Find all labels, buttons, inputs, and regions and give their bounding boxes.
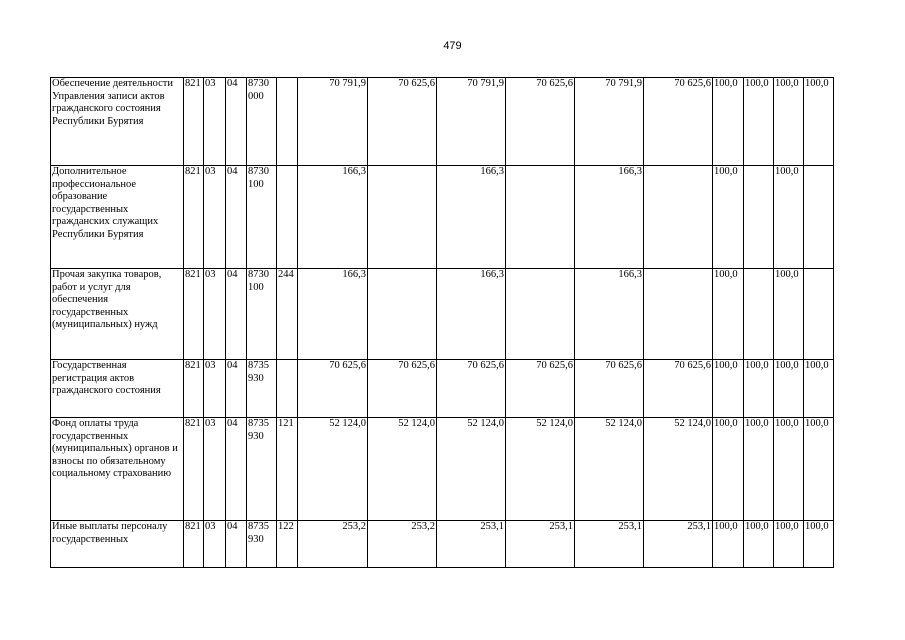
section-code: 03: [204, 521, 226, 568]
percent-3: 100,0: [774, 360, 804, 418]
amount-5: 166,3: [575, 269, 644, 360]
expense-type-code: [277, 78, 298, 166]
percent-2: [744, 269, 774, 360]
amount-3: 52 124,0: [437, 418, 506, 521]
percent-2: 100,0: [744, 78, 774, 166]
grbs-code: 821: [184, 360, 204, 418]
amount-2: [368, 166, 437, 269]
target-article-code: 8730 100: [247, 166, 277, 269]
amount-4: [506, 269, 575, 360]
amount-2: 253,2: [368, 521, 437, 568]
section-code: 03: [204, 269, 226, 360]
target-article-code: 8735 930: [247, 521, 277, 568]
amount-4: [506, 166, 575, 269]
percent-3: 100,0: [774, 78, 804, 166]
table-row: [51, 269, 834, 360]
amount-3: 166,3: [437, 166, 506, 269]
section-code: 03: [204, 166, 226, 269]
row-name: Фонд оплаты труда государственных (муниципальных) органов и взносы по обязательному социальному страхованию: [51, 418, 184, 521]
amount-1: 52 124,0: [298, 418, 368, 521]
amount-6: 253,1: [644, 521, 713, 568]
amount-1: 166,3: [298, 269, 368, 360]
amount-3: 253,1: [437, 521, 506, 568]
percent-4: 100,0: [804, 521, 834, 568]
percent-1: 100,0: [713, 78, 744, 166]
percent-2: 100,0: [744, 521, 774, 568]
expense-type-code: 121: [277, 418, 298, 521]
table-row: [51, 418, 834, 521]
amount-3: 166,3: [437, 269, 506, 360]
amount-6: 70 625,6: [644, 360, 713, 418]
section-code: 03: [204, 418, 226, 521]
table-row: [51, 78, 834, 166]
section-code: 03: [204, 360, 226, 418]
percent-4: 100,0: [804, 418, 834, 521]
percent-1: 100,0: [713, 418, 744, 521]
target-article-code: 8735 930: [247, 360, 277, 418]
percent-1: 100,0: [713, 269, 744, 360]
percent-3: 100,0: [774, 521, 804, 568]
percent-4: 100,0: [804, 78, 834, 166]
amount-3: 70 791,9: [437, 78, 506, 166]
target-article-code: 8735 930: [247, 418, 277, 521]
percent-3: 100,0: [774, 418, 804, 521]
expense-type-code: 244: [277, 269, 298, 360]
amount-1: 253,2: [298, 521, 368, 568]
target-article-code: 8730 100: [247, 269, 277, 360]
subsection-code: 04: [226, 78, 247, 166]
percent-4: [804, 166, 834, 269]
amount-4: 70 625,6: [506, 360, 575, 418]
grbs-code: 821: [184, 521, 204, 568]
target-article-code: 8730 000: [247, 78, 277, 166]
amount-6: [644, 269, 713, 360]
amount-1: 70 791,9: [298, 78, 368, 166]
amount-5: 70 625,6: [575, 360, 644, 418]
percent-1: 100,0: [713, 521, 744, 568]
expense-type-code: 122: [277, 521, 298, 568]
amount-5: 52 124,0: [575, 418, 644, 521]
expense-type-code: [277, 360, 298, 418]
subsection-code: 04: [226, 166, 247, 269]
budget-table: [50, 77, 834, 568]
grbs-code: 821: [184, 78, 204, 166]
expense-type-code: [277, 166, 298, 269]
percent-2: 100,0: [744, 360, 774, 418]
percent-4: [804, 269, 834, 360]
amount-6: [644, 166, 713, 269]
amount-1: 70 625,6: [298, 360, 368, 418]
amount-2: 70 625,6: [368, 360, 437, 418]
amount-5: 70 791,9: [575, 78, 644, 166]
amount-4: 70 625,6: [506, 78, 575, 166]
row-name: Обеспечение деятельности Управления записи актов гражданского состояния Республики Бурятия: [51, 78, 184, 166]
percent-2: 100,0: [744, 418, 774, 521]
subsection-code: 04: [226, 269, 247, 360]
amount-1: 166,3: [298, 166, 368, 269]
amount-4: 253,1: [506, 521, 575, 568]
grbs-code: 821: [184, 166, 204, 269]
row-name: Прочая закупка товаров, работ и услуг для обеспечения государственных (муниципальных) нужд: [51, 269, 184, 360]
amount-2: 52 124,0: [368, 418, 437, 521]
row-name: Иные выплаты персоналу государственных: [51, 521, 184, 568]
percent-1: 100,0: [713, 166, 744, 269]
grbs-code: 821: [184, 418, 204, 521]
subsection-code: 04: [226, 360, 247, 418]
grbs-code: 821: [184, 269, 204, 360]
percent-1: 100,0: [713, 360, 744, 418]
subsection-code: 04: [226, 521, 247, 568]
table-row: [51, 166, 834, 269]
table-row: [51, 360, 834, 418]
amount-6: 70 625,6: [644, 78, 713, 166]
amount-5: 166,3: [575, 166, 644, 269]
percent-2: [744, 166, 774, 269]
amount-5: 253,1: [575, 521, 644, 568]
amount-2: 70 625,6: [368, 78, 437, 166]
percent-3: 100,0: [774, 269, 804, 360]
amount-3: 70 625,6: [437, 360, 506, 418]
percent-3: 100,0: [774, 166, 804, 269]
table-row: [51, 521, 834, 568]
section-code: 03: [204, 78, 226, 166]
percent-4: 100,0: [804, 360, 834, 418]
page-number: 479: [443, 40, 462, 52]
subsection-code: 04: [226, 418, 247, 521]
amount-2: [368, 269, 437, 360]
amount-4: 52 124,0: [506, 418, 575, 521]
amount-6: 52 124,0: [644, 418, 713, 521]
row-name: Дополнительное профессиональное образование государственных гражданских служащих Республики Бурятия: [51, 166, 184, 269]
row-name: Государственная регистрация актов гражданского состояния: [51, 360, 184, 418]
